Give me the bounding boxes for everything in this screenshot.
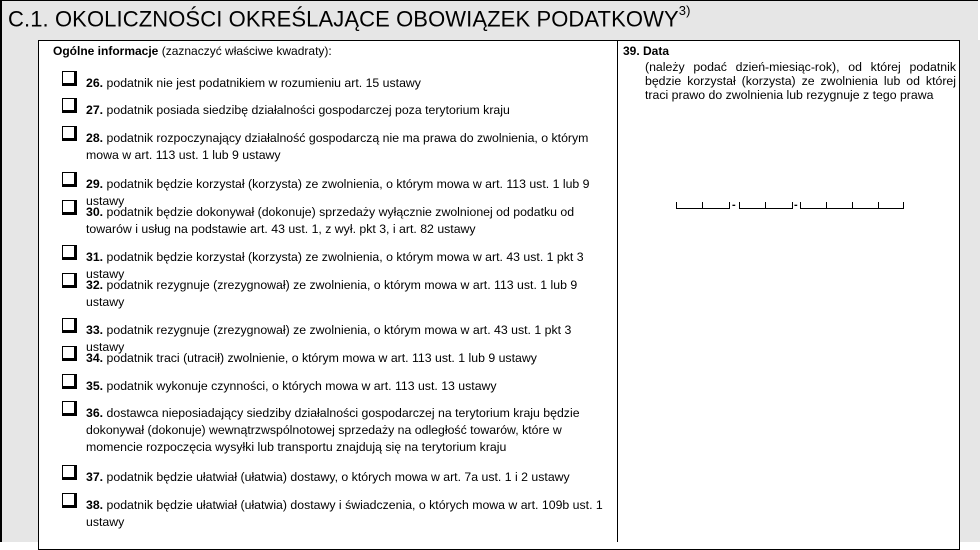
tick [702, 202, 703, 209]
checkbox-26[interactable] [62, 71, 77, 86]
tick [765, 202, 766, 209]
general-info-header: Ogólne informacje (zaznaczyć właściwe kwadraty): [53, 44, 332, 58]
date-separator: - [732, 199, 736, 211]
option-32[interactable] [62, 277, 610, 311]
option-38[interactable] [62, 497, 610, 531]
date-separator: - [794, 199, 798, 211]
checkbox-28[interactable] [62, 126, 77, 141]
checkbox-31[interactable] [62, 245, 77, 260]
option-35[interactable] [62, 378, 610, 395]
tick [739, 202, 740, 209]
option-label: 27. podatnik posiada siedzibę działalności gospodarczej poza terytorium kraju [86, 103, 510, 117]
checkbox-29[interactable] [62, 172, 77, 187]
option-label: 36. dostawca nieposiadający siedziby działalności gospodarczej na terytorium kraju będzie dokonywał (dokonuje) wewnątrzwspólnotowej sprzedaży na odległość towarów, które w momencie rozpoczęcia wysyłki lub transportu znajdują się na terytorium kraju [86, 406, 580, 454]
section-header [0, 0, 978, 40]
checkbox-38[interactable] [62, 493, 77, 508]
option-label: 35. podatnik wykonuje czynności, o których mowa w art. 113 ust. 13 ustawy [86, 379, 497, 393]
checkbox-37[interactable] [62, 465, 77, 480]
footnote-marker: 3) [678, 3, 691, 18]
tick [852, 202, 853, 209]
checkbox-35[interactable] [62, 374, 77, 389]
tick [826, 202, 827, 209]
option-27[interactable] [62, 102, 610, 119]
right-margin [960, 40, 980, 542]
option-label: 28. podatnik rozpoczynający działalność gospodarczą nie ma prawa do zwolnienia, o którym mowa w art. 113 ust. 1 lub 9 ustawy [86, 131, 589, 162]
checkbox-30[interactable] [62, 200, 77, 215]
option-label: 31. podatnik będzie korzystał (korzysta) ze zwolnienia, o którym mowa w art. 43 ust. 1 pkt 3 ustawy [86, 250, 584, 281]
option-label: 34. podatnik traci (utracił) zwolnienie, o którym mowa w art. 113 ust. 1 lub 9 ustawy [86, 351, 537, 365]
tick [800, 202, 801, 209]
column-divider [617, 40, 618, 542]
section-title: C.1. OKOLICZNOŚCI OKREŚLAJĄCE OBOWIĄZEK PODATKOWY$^{3)}$ [8, 3, 691, 32]
option-label: 29. podatnik będzie korzystał (korzysta) ze zwolnienia, o którym mowa w art. 113 ust. 1 lub 9 ustawy [86, 177, 590, 208]
option-label: 30. podatnik będzie dokonywał (dokonuje) sprzedaży wyłącznie zwolnionej od podatku od towarów i usług na podstawie art. 43 ust. 1, z wył. pkt 3, i art. 82 ustawy [86, 205, 575, 236]
date-field-description: (należy podać dzień-miesiąc-rok), od której podatnik będzie korzystał (korzysta) ze zwolnienia lub od której traci prawo do zwolnienia lub rezygnuje z tego prawa [645, 60, 956, 102]
option-34[interactable] [62, 350, 610, 367]
tick [792, 202, 793, 209]
option-37[interactable] [62, 469, 610, 486]
checkbox-33[interactable] [62, 318, 77, 333]
tick [878, 202, 879, 209]
option-label: 38. podatnik będzie ułatwiał (ułatwia) dostawy i świadczenia, o których mowa w art. 109b ust. 1 ustawy [86, 498, 603, 529]
option-28[interactable] [62, 130, 610, 164]
option-36[interactable] [62, 405, 610, 456]
option-label: 32. podatnik rezygnuje (zrezygnował) ze zwolnienia, o którym mowa w art. 113 ust. 1 lub 9 ustawy [86, 278, 578, 309]
tick [676, 202, 677, 209]
option-label: 26. podatnik nie jest podatnikiem w rozumieniu art. 15 ustawy [86, 76, 421, 90]
tick [903, 202, 904, 209]
option-26[interactable] [62, 75, 610, 92]
checkbox-32[interactable] [62, 273, 77, 288]
tick [729, 202, 730, 209]
left-margin [0, 40, 38, 542]
checkbox-36[interactable] [62, 401, 77, 416]
option-label: 33. podatnik rezygnuje (zrezygnował) ze zwolnienia, o którym mowa w art. 43 ust. 1 pkt 3 ustawy [86, 323, 572, 354]
option-30[interactable] [62, 204, 610, 238]
date-input[interactable] [676, 200, 904, 210]
checkbox-27[interactable] [62, 98, 77, 113]
option-label: 37. podatnik będzie ułatwiał (ułatwia) dostawy, o których mowa w art. 7a ust. 1 i 2 ustawy [86, 470, 570, 484]
date-field-title: 39. Data [623, 44, 670, 58]
checkbox-34[interactable] [62, 346, 77, 361]
